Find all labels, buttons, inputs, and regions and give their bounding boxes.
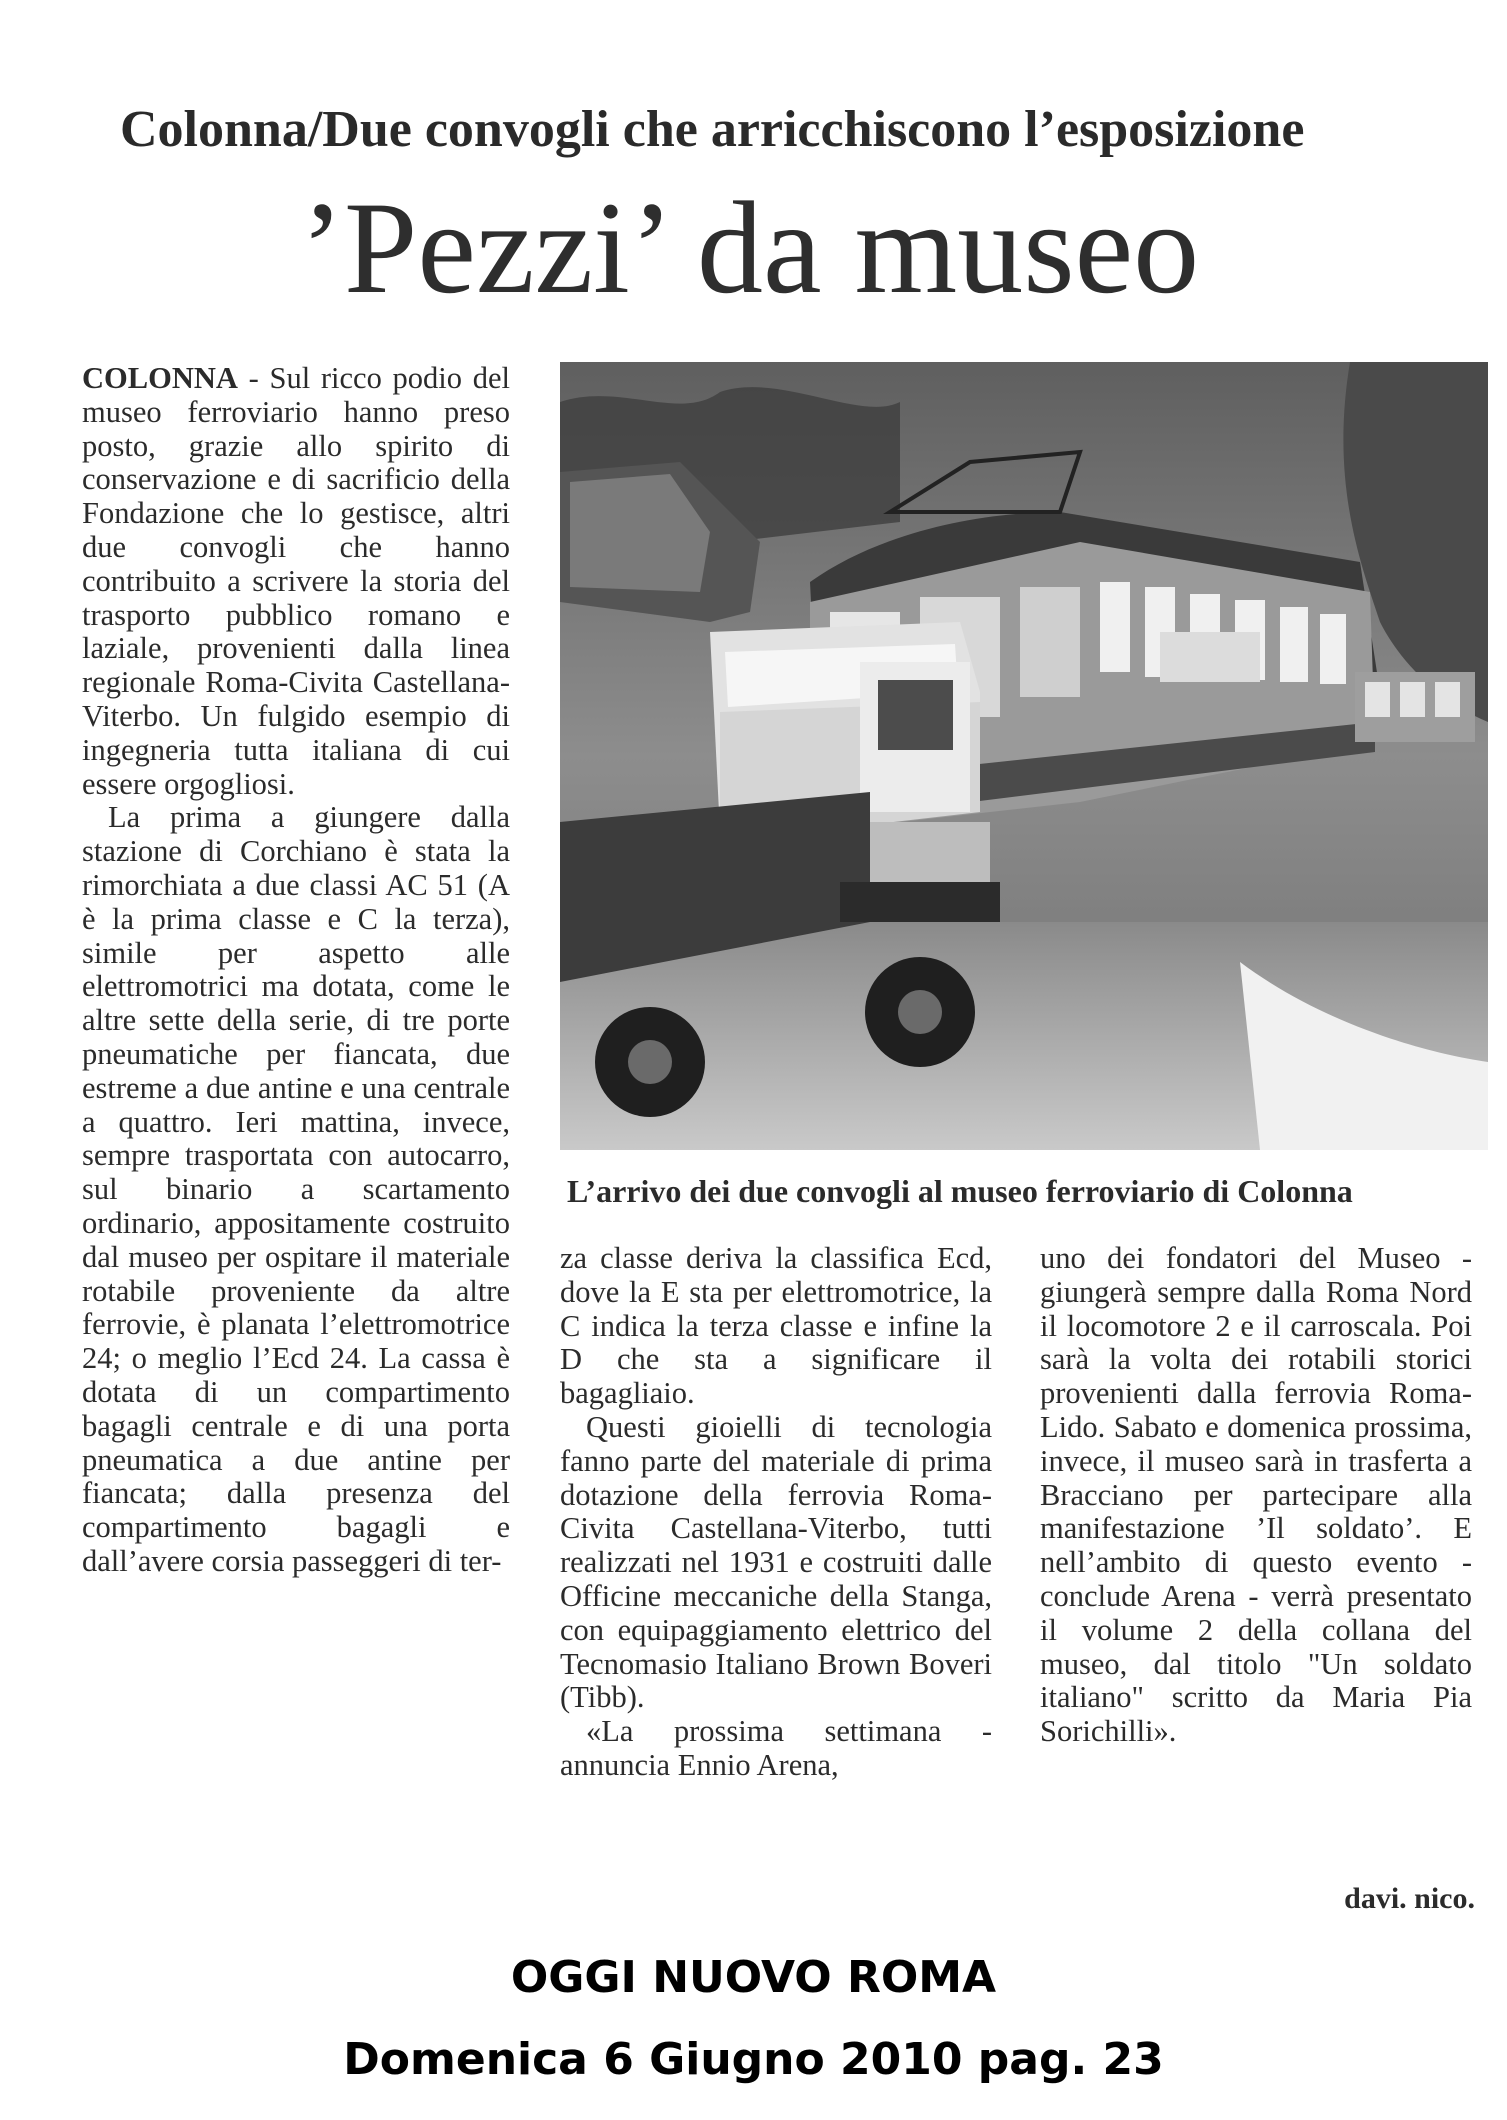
article-signature: davi. nico. bbox=[1344, 1882, 1475, 1915]
publication-name: OGGI NUOVO ROMA bbox=[510, 1952, 997, 2003]
article-paragraph: uno dei fondatori del Museo - giungerà sempre dalla Roma Nord il locomotore 2 e il carroscala. Poi sarà la volta dei rotabili storici provenienti dalla ferrovia Roma-Lido. Sabato e domenica prossima, invece, il museo sarà in trasferta a Bracciano per partecipare alla manifestazione ’Il soldato’. E nell’ambito di questo evento - conclude Arena - verrà presentato il volume 2 della collana del museo, dal titolo "Un soldato italiano" scritto da Maria Pia Sorichilli». bbox=[1040, 1241, 1472, 1749]
article-paragraph-text: - Sul ricco podio del museo ferroviario hanno preso posto, grazie allo spirito di conservazione e di sacrificio della Fondazione che lo gestisce, altri due convogli che hanno contribuito a scrivere la storia del trasporto pubblico romano e laziale, provenienti dalla linea regionale Roma-Civita Castellana-Viterbo. Un fulgido esempio di ingegneria tutta italiana di cui essere orgogliosi. bbox=[82, 361, 510, 801]
publication-date: Domenica 6 Giugno 2010 pag. 23 bbox=[343, 2034, 1164, 2085]
article-column-2 bbox=[560, 1242, 992, 1892]
article-column-3 bbox=[1040, 1242, 1472, 1892]
photo-caption: L’arrivo dei due convogli al museo ferroviario di Colonna bbox=[567, 1173, 1353, 1209]
article-photo bbox=[560, 362, 1488, 1150]
article-paragraph: «La prossima settimana - annuncia Ennio Arena, bbox=[560, 1714, 992, 1782]
article-paragraph: za classe deriva la classifica Ecd, dove la E sta per elettromotrice, la C indica la terza classe e infine la D che sta a significare il bagagliaio. bbox=[560, 1241, 992, 1411]
article-column-1 bbox=[82, 362, 510, 1892]
article-paragraph: La prima a giungere dalla stazione di Corchiano è stata la rimorchiata a due classi AC 51 (A è la prima classe e C la terza), simile per aspetto alle elettromotrici ma dotata, come le altre sette della serie, di tre porte pneumatiche per fiancata, due estreme a due antine e una centrale a quattro. Ieri mattina, invece, sempre trasportata con autocarro, sul binario a scartamento ordinario, appositamente costruito dal museo per ospitare il materiale rotabile proveniente da altre ferrovie, è planata l’elettromotrice 24; o meglio l’Ecd 24. La cassa è dotata di un compartimento bagagli centrale e di una porta pneumatica a due antine per fiancata; dalla presenza del compartimento bagagli e dall’avere corsia passeggeri di ter- bbox=[82, 800, 510, 1578]
photo-second-tram bbox=[1355, 672, 1475, 742]
article-kicker: Colonna/Due convogli che arricchiscono l’esposizione bbox=[120, 101, 1305, 158]
article-paragraph: Questi gioielli di tecnologia fanno parte del materiale di prima dotazione della ferrovia Roma-Civita Castellana-Viterbo, tutti realizzati nel 1931 e costruiti dalle Officine meccaniche della Stanga, con equipaggiamento elettrico del Tecnomasio Italiano Brown Boveri (Tibb). bbox=[560, 1409, 992, 1715]
source-caption bbox=[0, 1950, 1507, 2088]
article-headline: ’Pezzi’ da museo bbox=[300, 174, 1200, 321]
article-dateline: COLONNA bbox=[82, 361, 238, 395]
article-paragraph bbox=[82, 362, 510, 801]
photo-train-and-truck bbox=[560, 362, 1488, 1150]
